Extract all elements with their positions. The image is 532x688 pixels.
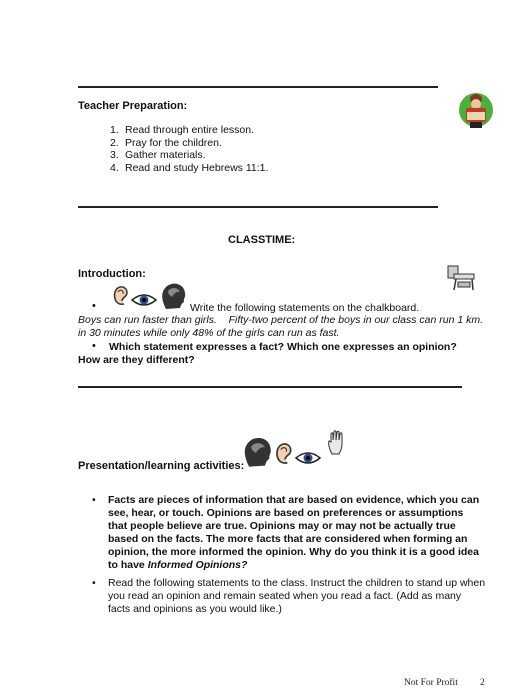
school-desk-icon bbox=[446, 264, 476, 292]
bullet: • bbox=[92, 340, 96, 352]
classtime-heading: CLASSTIME: bbox=[228, 234, 296, 246]
ear-icon bbox=[272, 440, 294, 468]
intro-divider bbox=[78, 386, 462, 388]
footer-label: Not For Profit bbox=[404, 678, 458, 688]
list-item: • Read the following statements to the class. Instruct the children to stand up when you read an opinion and remain seated when you read a fact. (Add as many facts and opinions as you would like.) bbox=[92, 577, 486, 615]
hand-icon bbox=[326, 430, 348, 456]
eye-icon bbox=[130, 292, 158, 308]
list-item: 2. Pray for the children. bbox=[110, 136, 222, 149]
reading-child-icon bbox=[458, 90, 494, 130]
prep-divider bbox=[78, 206, 438, 208]
informed-opinions-emphasis: Informed Opinions? bbox=[147, 559, 248, 571]
presentation-list bbox=[92, 494, 508, 572]
teacher-prep-heading: Teacher Preparation: bbox=[78, 100, 188, 112]
eye-icon bbox=[294, 450, 322, 466]
list-item: 4. Read and study Hebrews 11:1. bbox=[110, 161, 269, 174]
head-profile-icon bbox=[158, 281, 188, 311]
presentation-heading: Presentation/learning activities: bbox=[78, 460, 245, 472]
list-item: 3. Gather materials. bbox=[110, 149, 206, 161]
teacher-prep-list bbox=[110, 124, 268, 174]
intro-statement-line1: Boys can run faster than girls. Fifty-two percent of the boys in our class can run 1 km. bbox=[78, 314, 484, 326]
ear-icon bbox=[110, 284, 130, 308]
bullet: • bbox=[92, 300, 96, 312]
list-item: • Facts are pieces of information that are based on evidence, which you can see, hear, or touch. Opinions are based on preferences or assumptions that people believe are true. Opinions may or may not be actually true based on the facts. The more facts that are considered when forming an opinion, the more informed the opinion. Why do you think it is a good idea to have Informed Opinions? bbox=[92, 494, 480, 571]
intro-instruction: Write the following statements on the chalkboard. bbox=[190, 302, 420, 314]
introduction-heading: Introduction: bbox=[78, 268, 146, 280]
intro-statement-line2: in 30 minutes while only 48% of the girls can run as fast. bbox=[78, 327, 340, 339]
presentation-list-2 bbox=[92, 577, 508, 616]
page-number: 2 bbox=[480, 678, 485, 688]
list-item: 1. Read through entire lesson. bbox=[110, 124, 254, 136]
intro-question-line1: Which statement expresses a fact? Which one expresses an opinion? bbox=[109, 341, 457, 353]
head-profile-icon bbox=[240, 434, 274, 470]
top-divider bbox=[78, 86, 438, 88]
intro-question-line2: How are they different? bbox=[78, 354, 195, 366]
